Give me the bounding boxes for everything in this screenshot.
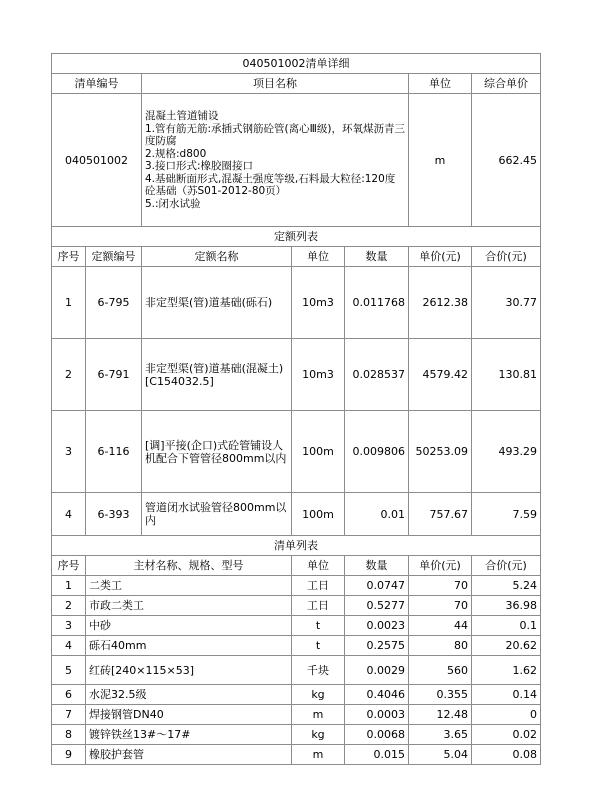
table-row: [52, 411, 541, 493]
quota-name: [调]平接(企口)式砼管铺设人机配合下管管径800mm以内: [142, 411, 292, 493]
material-no: 7: [52, 705, 86, 725]
material-qty: 0.0068: [345, 725, 409, 745]
material-no: 6: [52, 685, 86, 705]
quota-header-name: 定额名称: [142, 247, 292, 267]
material-unit: 千块: [292, 656, 345, 685]
quota-qty: 0.011768: [345, 267, 409, 339]
material-qty: 0.5277: [345, 596, 409, 616]
quota-name: 管道闭水试验管径800mm以内: [142, 493, 292, 536]
material-header-name: 主材名称、规格、型号: [86, 556, 292, 576]
quota-name: 非定型渠(管)道基础(混凝土)[C154032.5]: [142, 339, 292, 411]
quota-total: 493.29: [472, 411, 541, 493]
material-header-qty: 数量: [345, 556, 409, 576]
quota-total: 7.59: [472, 493, 541, 536]
material-price: 560: [409, 656, 472, 685]
table-row: [52, 493, 541, 536]
description-line: 3.接口形式:橡胶圈接口: [145, 160, 254, 172]
material-total: 0.08: [472, 745, 541, 765]
material-price: 70: [409, 596, 472, 616]
list-item-description: [142, 94, 409, 227]
quota-code: 6-795: [86, 267, 142, 339]
table-row: [52, 616, 541, 636]
header-unit: 单位: [409, 74, 472, 94]
quota-code: 6-791: [86, 339, 142, 411]
table-row: [52, 339, 541, 411]
table-row: [52, 656, 541, 685]
table-row: [52, 745, 541, 765]
quota-unit: 10m3: [292, 339, 345, 411]
material-total: 0: [472, 705, 541, 725]
quota-no: 1: [52, 267, 86, 339]
table-row: [52, 576, 541, 596]
material-qty: 0.2575: [345, 636, 409, 656]
material-price: 70: [409, 576, 472, 596]
material-section-title: 清单列表: [52, 536, 541, 556]
material-price: 5.04: [409, 745, 472, 765]
table-row: [52, 725, 541, 745]
material-name: 水泥32.5级: [86, 685, 292, 705]
material-price: 3.65: [409, 725, 472, 745]
material-no: 1: [52, 576, 86, 596]
material-header-no: 序号: [52, 556, 86, 576]
material-unit: t: [292, 636, 345, 656]
description-line: 2.规格:d800: [145, 147, 207, 160]
quota-section-title: 定额列表: [52, 227, 541, 247]
material-price: 0.355: [409, 685, 472, 705]
material-name: 焊接钢管DN40: [86, 705, 292, 725]
quota-qty: 0.01: [345, 493, 409, 536]
quota-price: 757.67: [409, 493, 472, 536]
material-qty: 0.0747: [345, 576, 409, 596]
quota-header-unit: 单位: [292, 247, 345, 267]
material-unit: kg: [292, 725, 345, 745]
material-name: 二类工: [86, 576, 292, 596]
material-unit: t: [292, 616, 345, 636]
description-line: 4.基础断面形式,混凝土强度等级,石料最大粒径:120度砼基础（苏S01-2012-80页）: [145, 172, 396, 197]
material-name: 橡胶护套管: [86, 745, 292, 765]
material-qty: 0.4046: [345, 685, 409, 705]
quota-no: 3: [52, 411, 86, 493]
material-unit: 工日: [292, 596, 345, 616]
material-name: 市政二类工: [86, 596, 292, 616]
material-total: 0.02: [472, 725, 541, 745]
table-row: [52, 596, 541, 616]
quota-code: 6-116: [86, 411, 142, 493]
header-item-name: 项目名称: [142, 74, 409, 94]
material-unit: m: [292, 705, 345, 725]
material-total: 20.62: [472, 636, 541, 656]
quota-price: 2612.38: [409, 267, 472, 339]
material-qty: 0.0023: [345, 616, 409, 636]
material-header-total: 合价(元): [472, 556, 541, 576]
material-name: 砾石40mm: [86, 636, 292, 656]
quota-header-total: 合价(元): [472, 247, 541, 267]
material-qty: 0.0003: [345, 705, 409, 725]
quota-header-code: 定额编号: [86, 247, 142, 267]
table-row: [52, 685, 541, 705]
quota-qty: 0.009806: [345, 411, 409, 493]
material-price: 80: [409, 636, 472, 656]
quota-price: 4579.42: [409, 339, 472, 411]
list-item-price: 662.45: [472, 94, 541, 227]
quota-no: 4: [52, 493, 86, 536]
material-price: 12.48: [409, 705, 472, 725]
material-total: 36.98: [472, 596, 541, 616]
material-price: 44: [409, 616, 472, 636]
quota-qty: 0.028537: [345, 339, 409, 411]
table-row: [52, 636, 541, 656]
quota-unit: 100m: [292, 493, 345, 536]
material-no: 4: [52, 636, 86, 656]
material-no: 8: [52, 725, 86, 745]
material-name: 红砖[240×115×53]: [86, 656, 292, 685]
material-unit: m: [292, 745, 345, 765]
material-header-price: 单价(元): [409, 556, 472, 576]
material-total: 1.62: [472, 656, 541, 685]
material-total: 0.1: [472, 616, 541, 636]
header-list-code: 清单编号: [52, 74, 142, 94]
detail-table: [51, 53, 541, 765]
table-row: [52, 705, 541, 725]
quota-total: 130.81: [472, 339, 541, 411]
table-title: 040501002清单详细: [52, 54, 541, 74]
list-item-unit: m: [409, 94, 472, 227]
material-total: 0.14: [472, 685, 541, 705]
material-no: 2: [52, 596, 86, 616]
list-item-code: 040501002: [52, 94, 142, 227]
quota-name: 非定型渠(管)道基础(砾石): [142, 267, 292, 339]
material-qty: 0.015: [345, 745, 409, 765]
description-line: 混凝土管道铺设: [145, 110, 219, 122]
quota-total: 30.77: [472, 267, 541, 339]
quota-header-no: 序号: [52, 247, 86, 267]
material-no: 5: [52, 656, 86, 685]
material-name: 中砂: [86, 616, 292, 636]
quota-unit: 10m3: [292, 267, 345, 339]
material-qty: 0.0029: [345, 656, 409, 685]
description-line: 5.:闭水试验: [145, 197, 201, 210]
quota-header-price: 单价(元): [409, 247, 472, 267]
material-name: 镀锌铁丝13#～17#: [86, 725, 292, 745]
material-no: 9: [52, 745, 86, 765]
material-no: 3: [52, 616, 86, 636]
material-header-unit: 单位: [292, 556, 345, 576]
material-unit: 工日: [292, 576, 345, 596]
quota-unit: 100m: [292, 411, 345, 493]
quota-header-qty: 数量: [345, 247, 409, 267]
quota-no: 2: [52, 339, 86, 411]
quota-code: 6-393: [86, 493, 142, 536]
material-total: 5.24: [472, 576, 541, 596]
description-line: 1.管有筋无筋:承插式钢筋砼管(离心Ⅲ级)，环氧煤沥青三度防腐: [145, 122, 405, 147]
header-unit-price: 综合单价: [472, 74, 541, 94]
table-row: [52, 267, 541, 339]
material-unit: kg: [292, 685, 345, 705]
quota-price: 50253.09: [409, 411, 472, 493]
